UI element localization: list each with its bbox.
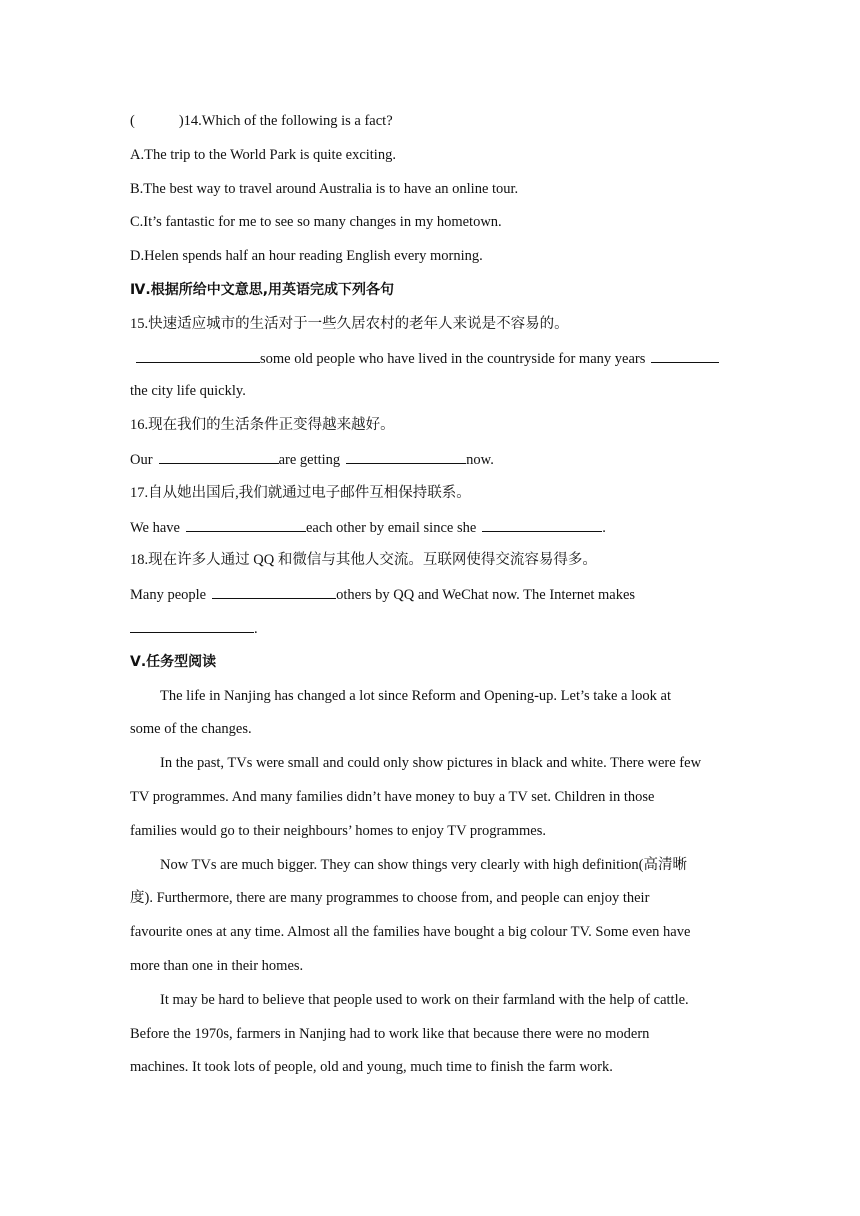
question-17-part1: We have xyxy=(130,519,180,536)
option-b: B.The best way to travel around Australia is to have an online tour. xyxy=(130,180,519,197)
section-5-heading: Ⅴ.任务型阅读 xyxy=(130,653,217,670)
question-17-english xyxy=(130,517,730,551)
question-16-english xyxy=(130,449,730,483)
answer-blank[interactable] xyxy=(136,348,260,363)
question-17-part2: each other by email since she xyxy=(305,519,477,536)
answer-blank[interactable] xyxy=(130,618,254,633)
question-18-english xyxy=(130,584,730,618)
section-4-heading: Ⅳ.根据所给中文意思,用英语完成下列各句 xyxy=(130,281,395,298)
question-17-chinese: 17.自从她出国后,我们就通过电子邮件互相保持联系。 xyxy=(130,484,471,501)
passage-line: 度). Furthermore, there are many programmes to choose from, and people can enjoy their xyxy=(130,890,650,907)
answer-blank[interactable] xyxy=(346,449,466,464)
passage-line: The life in Nanjing has changed a lot since Reform and Opening-up. Let’s take a look at xyxy=(160,687,671,704)
answer-blank[interactable] xyxy=(186,517,306,532)
passage-line: some of the changes. xyxy=(130,721,252,738)
answer-blank[interactable] xyxy=(159,449,279,464)
question-14-text: )14.Which of the following is a fact? xyxy=(178,113,393,129)
option-c: C.It’s fantastic for me to see so many changes in my hometown. xyxy=(130,214,502,231)
question-15-continued: the city life quickly. xyxy=(130,383,246,400)
passage-line: It may be hard to believe that people used to work on their farmland with the help of cattle. xyxy=(160,991,689,1008)
question-15-part1: some old people who have lived in the countryside for many years xyxy=(260,350,646,367)
passage-line: favourite ones at any time. Almost all the families have bought a big colour TV. Some even have xyxy=(130,924,691,941)
question-16-chinese: 16.现在我们的生活条件正变得越来越好。 xyxy=(130,417,395,434)
passage-line: more than one in their homes. xyxy=(130,957,304,974)
question-15-english xyxy=(130,348,730,382)
question-16-part3: now. xyxy=(466,451,494,468)
answer-blank[interactable] xyxy=(482,517,602,532)
question-16-part2: are getting xyxy=(278,451,341,468)
question-16-part1: Our xyxy=(130,451,153,468)
passage-line: families would go to their neighbours’ homes to enjoy TV programmes. xyxy=(130,822,547,839)
question-18-part3: . xyxy=(254,620,258,637)
question-18-chinese: 18.现在许多人通过 QQ 和微信与其他人交流。互联网使得交流容易得多。 xyxy=(130,552,597,569)
passage-line: In the past, TVs were small and could only show pictures in black and white. There were few xyxy=(160,755,702,772)
passage-line: TV programmes. And many families didn’t have money to buy a TV set. Children in those xyxy=(130,788,655,805)
question-14-stem xyxy=(130,111,730,145)
question-18-part2: others by QQ and WeChat now. The Internet makes xyxy=(336,587,636,604)
question-15-chinese: 15.快速适应城市的生活对于一些久居农村的老年人来说是不容易的。 xyxy=(130,315,569,332)
answer-blank[interactable] xyxy=(212,584,336,599)
answer-blank[interactable] xyxy=(651,348,719,363)
question-18-part1: Many people xyxy=(130,587,207,604)
worksheet-page xyxy=(130,111,730,1091)
question-17-part3: . xyxy=(602,519,606,536)
question-18-continued xyxy=(130,618,730,652)
passage-line: Before the 1970s, farmers in Nanjing had to work like that because there were no modern xyxy=(130,1025,650,1042)
option-d: D.Helen spends half an hour reading English every morning. xyxy=(130,248,483,265)
option-a: A.The trip to the World Park is quite exciting. xyxy=(130,146,396,163)
passage-line: machines. It took lots of people, old and young, much time to finish the farm work. xyxy=(130,1059,613,1076)
answer-paren-open: ( xyxy=(130,113,135,129)
passage-line: Now TVs are much bigger. They can show things very clearly with high definition(高清晰 xyxy=(160,856,687,873)
